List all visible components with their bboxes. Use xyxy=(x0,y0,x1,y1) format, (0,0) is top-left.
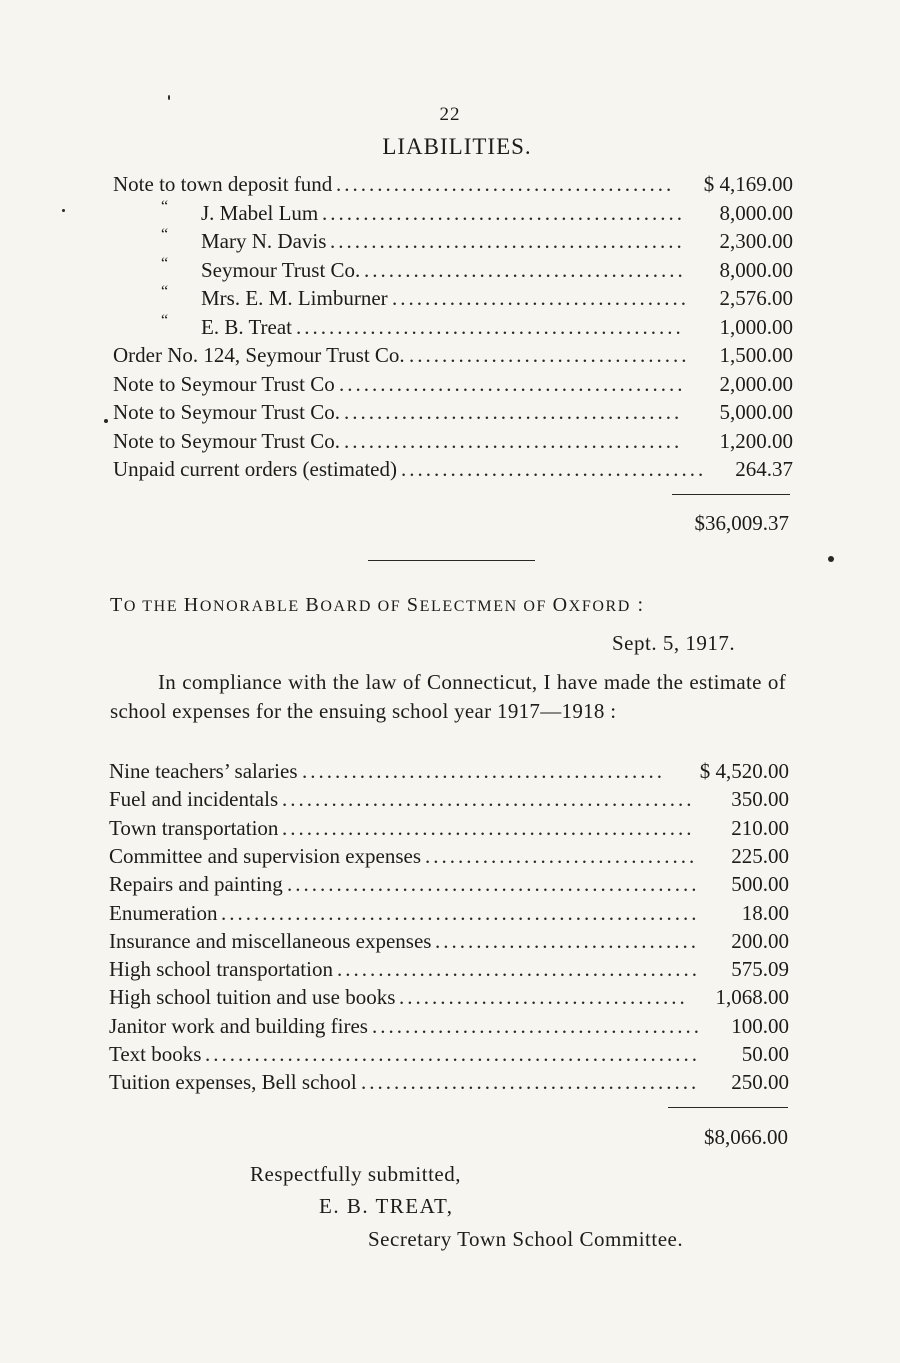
estimate-row xyxy=(109,1068,789,1096)
estimate-row xyxy=(109,842,789,870)
item-label: Town transportation xyxy=(109,815,279,840)
dot-leader: ............................................... xyxy=(296,314,684,339)
item-label: Repairs and painting xyxy=(109,872,283,897)
liabilities-sum-rule xyxy=(672,494,790,495)
item-amount: 18.00 xyxy=(741,900,789,925)
item-label: E. B. Treat xyxy=(201,314,293,339)
estimate-row xyxy=(109,1040,789,1068)
dot-leader: .................................................. xyxy=(282,815,695,840)
liabilities-row xyxy=(113,455,793,483)
signature-closing: Respectfully submitted, xyxy=(250,1162,461,1186)
item-label: Note to Seymour Trust Co. xyxy=(113,400,340,424)
liabilities-title: LIABILITIES. xyxy=(382,134,532,159)
item-amount: 500.00 xyxy=(731,872,789,897)
item-label: Note to Seymour Trust Co. xyxy=(113,428,340,453)
item-amount: 225.00 xyxy=(731,843,789,868)
dot-leader: ............................................ xyxy=(302,759,665,783)
letter-salutation: TO THE HONORABLE BOARD OF SELECTMEN OF OXFORD : xyxy=(110,594,645,616)
dot-leader: ............................................ xyxy=(337,957,700,982)
dot-leader: ............................................................ xyxy=(205,1042,700,1066)
letter-paragraph: In compliance with the law of Connecticut, I have made the estimate of school expenses for the ensuing school year 1917—1918 : xyxy=(110,670,786,723)
liabilities-row xyxy=(113,341,793,369)
section-divider xyxy=(368,560,535,561)
liabilities-row xyxy=(113,398,793,426)
estimate-row xyxy=(109,785,789,813)
letter-date: Sept. 5, 1917. xyxy=(612,631,736,655)
estimate-row xyxy=(109,927,789,955)
ink-speck xyxy=(62,209,65,212)
estimate-sum-rule xyxy=(668,1107,788,1108)
item-label: J. Mabel Lum xyxy=(201,200,319,225)
estimate-row xyxy=(109,757,789,785)
item-amount: 1,068.00 xyxy=(715,985,789,1010)
item-amount: 8,000.00 xyxy=(719,257,793,282)
dot-leader: ........................................ xyxy=(372,1013,702,1038)
item-amount: 2,576.00 xyxy=(719,286,793,310)
liabilities-row xyxy=(113,370,793,398)
liabilities-row xyxy=(113,427,793,455)
dot-leader: ....................................... xyxy=(364,257,686,282)
ditto-mark: “ xyxy=(161,283,170,300)
item-label: Insurance and miscellaneous expenses xyxy=(109,928,432,953)
liabilities-row xyxy=(113,256,793,284)
item-label: Note to Seymour Trust Co xyxy=(113,371,335,396)
item-label: High school tuition and use books xyxy=(109,985,396,1010)
dot-leader: .................................... xyxy=(392,286,689,310)
dot-leader: .......................................... xyxy=(339,371,686,396)
ditto-mark: “ xyxy=(161,226,170,243)
dot-leader: ......................................... xyxy=(344,428,683,453)
dot-leader: .................................................. xyxy=(287,872,700,897)
item-amount: 250.00 xyxy=(731,1070,789,1095)
item-amount: $ 4,520.00 xyxy=(699,759,789,783)
item-label: Seymour Trust Co. xyxy=(201,257,361,282)
ink-speck xyxy=(104,419,108,423)
item-label: High school transportation xyxy=(109,957,333,982)
ink-speck xyxy=(828,556,834,562)
ink-speck xyxy=(168,95,170,100)
item-label: Committee and supervision expenses xyxy=(109,843,422,868)
item-label: Mrs. E. M. Limburner xyxy=(201,286,388,310)
item-amount: 50.00 xyxy=(741,1042,789,1066)
dot-leader: .................................................. xyxy=(282,787,695,812)
dot-leader: ................................... xyxy=(399,985,688,1010)
item-amount: 1,000.00 xyxy=(719,314,793,339)
dot-leader: ............................................ xyxy=(322,200,685,225)
estimate-row xyxy=(109,899,789,927)
estimate-row xyxy=(109,955,789,983)
ditto-mark: “ xyxy=(161,311,170,329)
item-amount: 1,200.00 xyxy=(719,428,793,453)
item-label: Note to town deposit fund xyxy=(113,172,333,196)
estimate-total: $8,066.00 xyxy=(704,1125,788,1149)
ditto-mark: “ xyxy=(161,197,170,215)
item-label: Janitor work and building fires xyxy=(109,1013,368,1038)
item-label: Fuel and incidentals xyxy=(109,787,279,812)
dot-leader: ................................ xyxy=(435,928,699,953)
item-amount: 350.00 xyxy=(731,787,789,812)
dot-leader: ................................. xyxy=(425,843,698,868)
item-amount: 264.37 xyxy=(735,457,793,481)
liabilities-row xyxy=(113,170,793,198)
item-label: Mary N. Davis xyxy=(201,229,327,253)
item-amount: 575.09 xyxy=(731,957,789,982)
dot-leader: ..................................... xyxy=(401,457,707,481)
ditto-mark: “ xyxy=(161,254,170,272)
item-amount: 2,300.00 xyxy=(719,229,793,253)
item-amount: $ 4,169.00 xyxy=(703,172,793,196)
item-amount: 200.00 xyxy=(731,928,789,953)
liabilities-row xyxy=(113,199,793,227)
liabilities-total: $36,009.37 xyxy=(694,511,789,535)
liabilities-row xyxy=(113,313,793,341)
dot-leader: .................................. xyxy=(409,343,690,367)
dot-leader: .......................................................... xyxy=(221,900,700,925)
item-label: Nine teachers’ salaries xyxy=(109,759,298,783)
item-label: Tuition expenses, Bell school xyxy=(109,1070,357,1095)
item-amount: 8,000.00 xyxy=(719,200,793,225)
item-amount: 100.00 xyxy=(731,1013,789,1038)
item-amount: 1,500.00 xyxy=(719,343,793,367)
item-label: Unpaid current orders (estimated) xyxy=(113,457,397,481)
dot-leader: ......................................... xyxy=(361,1070,700,1095)
item-amount: 5,000.00 xyxy=(719,400,793,424)
item-label: Enumeration xyxy=(109,900,218,925)
dot-leader: ......................................... xyxy=(344,400,683,424)
signature-title: Secretary Town School Committee. xyxy=(368,1227,684,1251)
estimate-row xyxy=(109,814,789,842)
item-label: Text books xyxy=(109,1042,202,1066)
dot-leader: ......................................... xyxy=(336,172,675,196)
liabilities-row xyxy=(113,284,793,312)
item-amount: 2,000.00 xyxy=(719,371,793,396)
estimate-row xyxy=(109,983,789,1011)
item-amount: 210.00 xyxy=(731,815,789,840)
signature-name: E. B. TREAT, xyxy=(319,1194,454,1218)
estimate-row xyxy=(109,870,789,898)
item-label: Order No. 124, Seymour Trust Co. xyxy=(113,343,405,367)
estimate-row xyxy=(109,1012,789,1040)
page-number: 22 xyxy=(439,104,461,125)
dot-leader: ........................................... xyxy=(330,229,685,253)
liabilities-row xyxy=(113,227,793,255)
